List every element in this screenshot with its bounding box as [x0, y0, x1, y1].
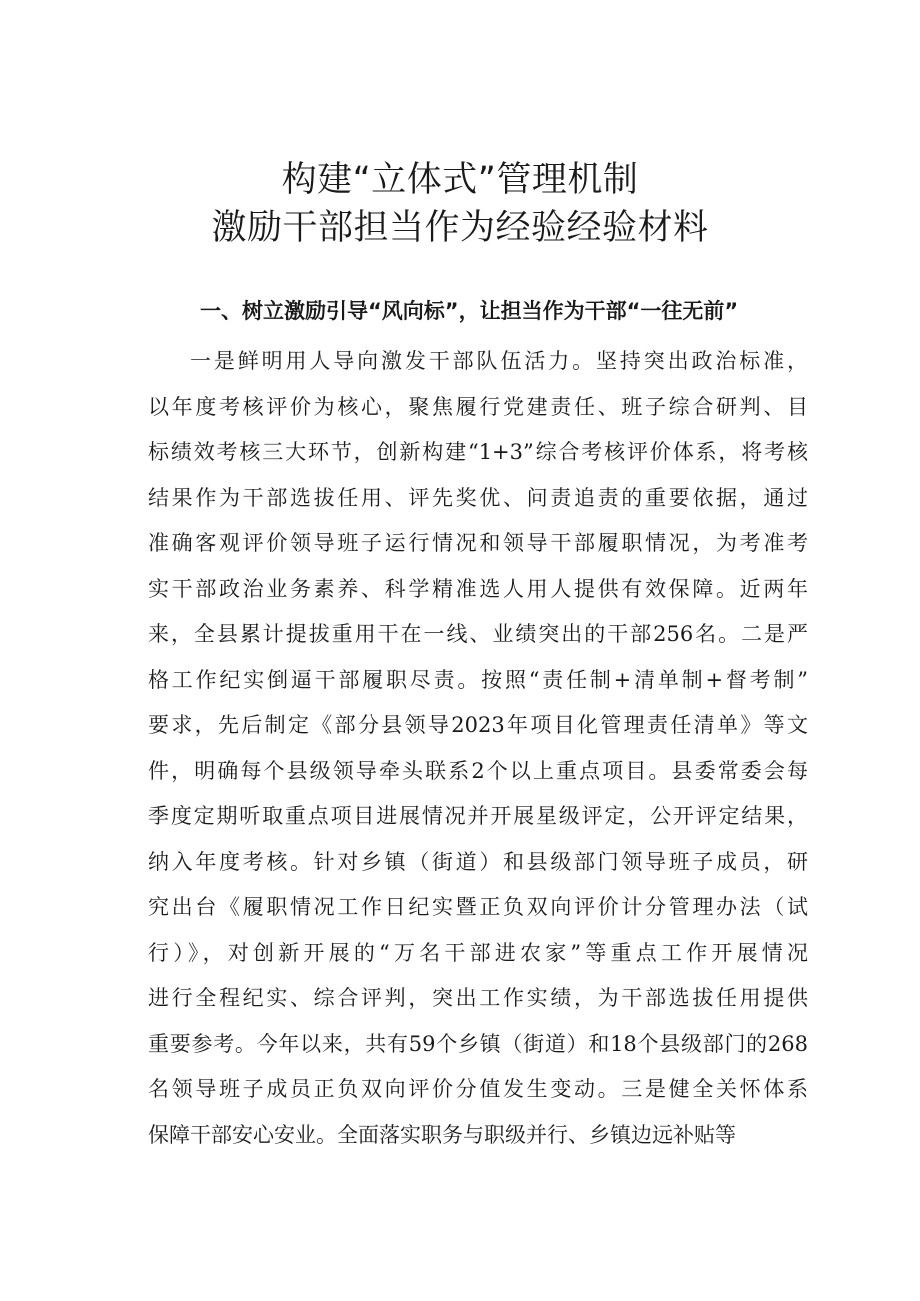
body-line: 行）》，对创新开展的“万名干部进农家”等重点工作开展情况: [148, 940, 808, 965]
body-line: 准确客观评价领导班子运行情况和领导干部履职情况，为考准考: [148, 531, 808, 555]
body-line: 标绩效考核三大环节，创新构建“1+3”综合考核评价体系，将考核: [148, 440, 808, 464]
body-line: 纳入年度考核。针对乡镇（街道）和县级部门领导班子成员，研: [148, 849, 808, 874]
body-line: 格工作纪实倒逼干部履职尽责。按照“责任制+清单制+督考制”: [148, 667, 808, 692]
body-line: 保障干部安心安业。全面落实职务与职级并行、乡镇边远补贴等: [148, 1122, 736, 1147]
body-line: 实干部政治业务素养、科学精准选人用人提供有效保障。近两年: [148, 576, 808, 601]
document-title-line-2: 激励干部担当作为经验经验材料: [211, 208, 709, 248]
section-heading: 一、树立激励引导“风向标”，让担当作为干部“一往无前”: [200, 299, 739, 323]
body-line: 来，全县累计提拔重用干在一线、业绩突出的干部256名。二是严: [148, 622, 808, 646]
body-line: 以年度考核评价为核心，聚焦履行党建责任、班子综合研判、目: [148, 394, 808, 419]
body-line: 结果作为干部选拔任用、评先奖优、问责追责的重要依据，通过: [148, 485, 808, 510]
body-line: 件，明确每个县级领导牵头联系2个以上重点项目。县委常委会每: [148, 758, 808, 783]
body-paragraph: [148, 339, 808, 1158]
body-line: 一是鲜明用人导向激发干部队伍活力。坚持突出政治标准，: [190, 349, 808, 373]
body-line: 要求，先后制定《部分县领导2023年项目化管理责任清单》等文: [148, 713, 808, 737]
document-title-line-1: 构建“立体式”管理机制: [281, 160, 639, 200]
body-line: 名领导班子成员正负双向评价分值发生变动。三是健全关怀体系: [148, 1077, 808, 1101]
body-line: 季度定期听取重点项目进展情况并开展星级评定，公开评定结果，: [148, 804, 808, 828]
body-line: 进行全程纪实、综合评判，突出工作实绩，为干部选拔任用提供: [148, 986, 808, 1010]
body-line: 究出台《履职情况工作日纪实暨正负双向评价计分管理办法（试: [148, 895, 808, 919]
body-line: 重要参考。今年以来，共有59个乡镇（街道）和18个县级部门的268: [148, 1031, 808, 1056]
